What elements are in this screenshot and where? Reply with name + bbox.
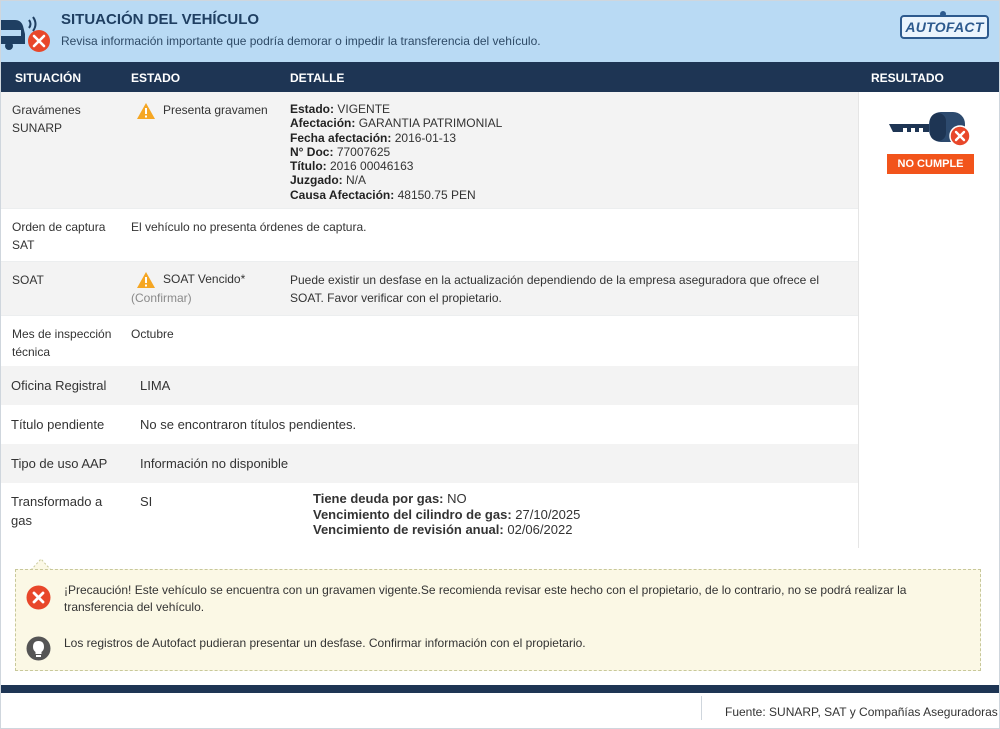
- column-header-detalle: DETALLE: [290, 71, 345, 85]
- estado-text: Presenta gravamen: [163, 103, 268, 117]
- cell-estado: SI: [140, 494, 153, 509]
- page-title: SITUACIÓN DEL VEHÍCULO: [61, 11, 260, 28]
- detail-deuda-gas: Tiene deuda por gas: NO: [313, 491, 467, 506]
- footer-bar: [1, 685, 1000, 693]
- estado-confirmar: (Confirmar): [131, 290, 192, 305]
- column-header-resultado: RESULTADO: [871, 71, 944, 85]
- table-row-gravamenes: [1, 92, 858, 209]
- cell-situacion: Orden de captura SAT: [12, 220, 106, 252]
- cell-situacion: Mes de inspección técnica: [12, 327, 112, 359]
- cell-estado: Información no disponible: [140, 456, 289, 471]
- car-alert-icon: [1, 12, 53, 56]
- cell-estado: LIMA: [140, 378, 171, 393]
- detail-doc: N° Doc: 77007625: [290, 144, 391, 159]
- table-header: [1, 62, 1000, 92]
- table-row-uso: [1, 444, 858, 483]
- cell-situacion: SOAT: [12, 273, 44, 287]
- table-row-captura: [1, 209, 858, 262]
- logo-dot-icon: [940, 11, 946, 17]
- cell-estado: No se encontraron títulos pendientes.: [140, 417, 357, 432]
- detail-juzgado: Juzgado: N/A: [290, 173, 367, 188]
- cell-estado: [131, 270, 286, 307]
- table-row-gas: [1, 483, 858, 548]
- cell-detalle: Puede existir un desfase en la actualización dependiendo de la empresa aseguradora que ofrece el SOAT. Favor verificar con el propietario.: [290, 273, 820, 305]
- alert-info-text: Los registros de Autofact pudieran presentar un desfase. Confirmar información con el propietario.: [64, 636, 586, 650]
- page-subtitle: Revisa información importante que podría demorar o impedir la transferencia del vehículo.: [61, 34, 541, 48]
- table-row-oficina: [1, 366, 858, 405]
- alert-box: [15, 569, 981, 671]
- detail-afectacion: Afectación: GARANTIA PATRIMONIAL: [290, 116, 503, 131]
- result-badge: NO CUMPLE: [887, 154, 974, 174]
- result-column: [858, 92, 1000, 548]
- cell-estado: El vehículo no presenta órdenes de captura.: [131, 220, 367, 234]
- section-header: [1, 1, 1000, 62]
- cell-situacion: Gravámenes SUNARP: [12, 103, 81, 135]
- detail-cilindro: Vencimiento del cilindro de gas: 27/10/2025: [313, 506, 581, 522]
- cell-estado: [136, 101, 286, 120]
- cell-situacion: Transformado a gas: [11, 494, 103, 528]
- autofact-logo: [900, 15, 989, 39]
- detail-causa: Causa Afectación: 48150.75 PEN: [290, 187, 476, 202]
- table-row-soat: [1, 262, 858, 316]
- estado-text: SOAT Vencido*: [163, 272, 246, 286]
- key-denied-icon: [889, 108, 973, 148]
- table-row-titulo: [1, 405, 858, 444]
- cell-detalle: [290, 102, 690, 202]
- error-x-icon: [26, 585, 51, 610]
- logo-text: AUTOFACT: [905, 19, 984, 35]
- cell-situacion: Tipo de uso AAP: [11, 456, 108, 471]
- alert-warning-text: ¡Precaución! Este vehículo se encuentra con un gravamen vigente.Se recomienda revisar este hecho con el propietario, de lo contrario, no se podrá realizar la transferencia del vehículo.: [64, 583, 907, 614]
- cell-estado: Octubre: [131, 327, 174, 341]
- detail-estado: Estado: VIGENTE: [290, 102, 391, 116]
- cell-situacion: Título pendiente: [11, 417, 105, 432]
- cell-situacion: Oficina Registral: [11, 378, 107, 393]
- table-row-inspeccion: [1, 316, 858, 366]
- column-header-estado: ESTADO: [131, 71, 181, 85]
- warning-icon: [136, 271, 156, 289]
- footer-source: Fuente: SUNARP, SAT y Compañías Aseguradoras: [725, 705, 998, 719]
- footer-separator: [701, 696, 702, 720]
- column-header-situacion: SITUACIÓN: [15, 71, 81, 85]
- cell-detalle: [313, 491, 813, 538]
- lightbulb-icon: [26, 636, 51, 663]
- detail-fecha: Fecha afectación: 2016-01-13: [290, 130, 457, 145]
- detail-titulo: Título: 2016 00046163: [290, 159, 414, 174]
- detail-revision: Vencimiento de revisión anual: 02/06/2022: [313, 522, 573, 537]
- warning-icon: [136, 102, 156, 120]
